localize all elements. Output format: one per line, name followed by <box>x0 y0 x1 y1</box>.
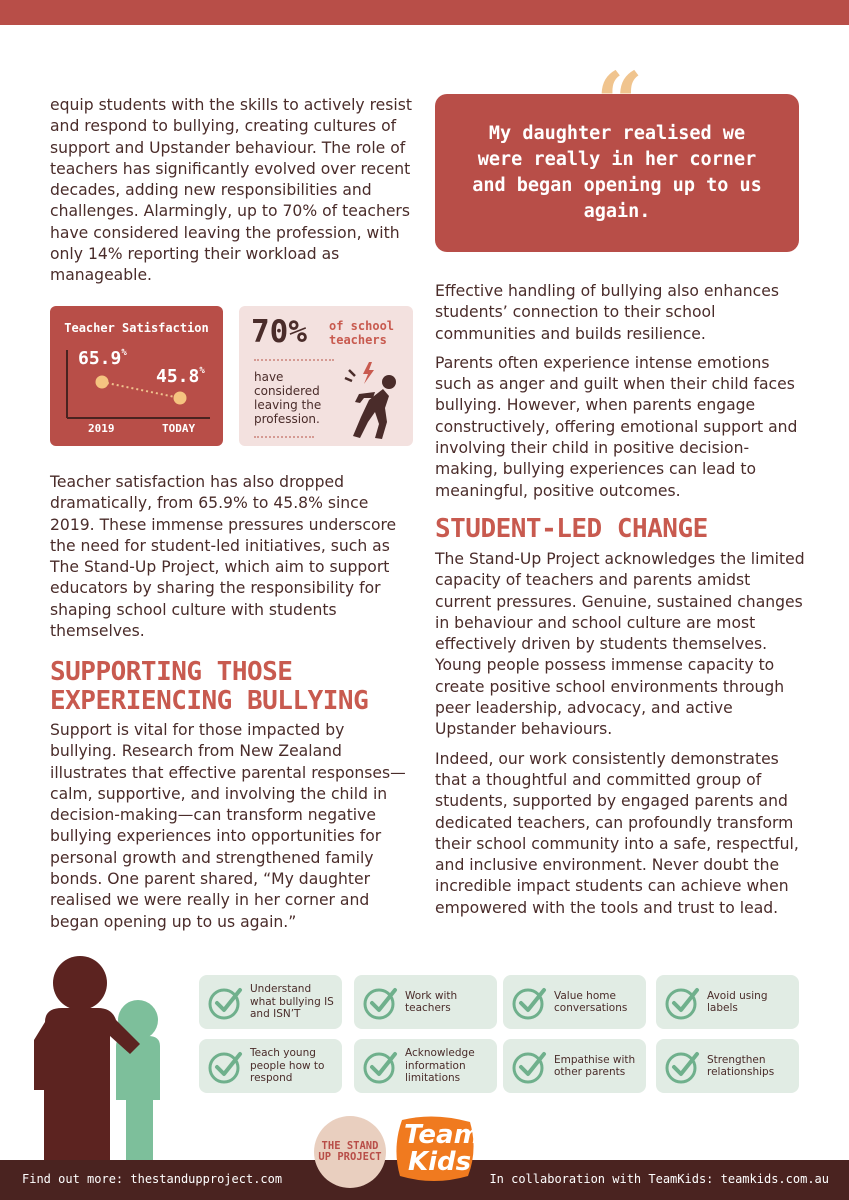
stat-70-percent: 70% <box>251 314 307 350</box>
check-circle-icon <box>511 1049 547 1085</box>
tip-work-with-teachers <box>354 975 497 1029</box>
teamkids-logo-line1: Team <box>404 1120 481 1150</box>
point-today <box>174 392 187 405</box>
connection-text: Effective handling of bullying also enhances students’ connection to their school communities and builds resilience. <box>435 282 779 343</box>
tip-value-home-conversations <box>503 975 646 1029</box>
standup-logo-text: THE STAND UP PROJECT <box>318 1140 382 1163</box>
tip-label: Teach young people how to respond <box>250 1047 325 1085</box>
pull-quote <box>435 94 799 252</box>
support-text: Support is vital for those impacted by bullying. Research from New Zealand illustrates that effective parental responses—calm, supportive, and involving the child in decision-making—can transform negative bullying experiences into opportunities for personal growth and strengthened family bonds. One parent shared, “My daughter realised we were really in her corner and began opening up to us again.” <box>50 721 406 931</box>
tip-label: Work with teachers <box>405 989 458 1014</box>
heading-supporting: SUPPORTING THOSE EXPERIENCING BULLYING <box>50 657 369 716</box>
top-accent-bar <box>0 0 849 25</box>
intro-paragraph <box>50 95 418 295</box>
tip-avoid-labels <box>656 975 799 1029</box>
check-circle-icon <box>207 1049 243 1085</box>
stat-description: have considered leaving the profession. <box>254 370 322 426</box>
tip-teach-how-to-respond <box>199 1039 342 1093</box>
tip-label: Avoid using labels <box>707 989 768 1014</box>
divider <box>254 436 314 438</box>
pull-quote-text: My daughter realised we were really in her corner and began opening up to us again. <box>472 123 762 222</box>
intro-text: equip students with the skills to actively resist and respond to bullying, creating cultures of support and Upstander behaviour. The role of teachers has significantly evolved over recent decades, adding new responsibilities and challenges. Alarmingly, up to 70% of teachers have considered leaving the profession, with only 14% reporting their workload as manageable. <box>50 96 412 285</box>
footer-link-teamkids[interactable]: In collaboration with TeamKids: teamkids.com.au <box>489 1172 829 1186</box>
satisfaction-text: Teacher satisfaction has also dropped dramatically, from 65.9% to 45.8% since 2019. These immense pressures underscore the need for student-led initiatives, such as The Stand-Up Project, which aim to support educators by sharing the responsibility for shaping school culture with students themselves. <box>50 473 397 641</box>
right-paragraphs <box>435 281 805 510</box>
stressed-person-icon <box>339 362 403 442</box>
tip-acknowledge-limitations <box>354 1039 497 1093</box>
student-led-paragraphs <box>435 549 805 927</box>
check-circle-icon <box>664 985 700 1021</box>
value-2019: 65.9% <box>78 348 127 369</box>
tip-empathise-parents <box>503 1039 646 1093</box>
label-today: TODAY <box>162 422 196 435</box>
check-circle-icon <box>207 985 243 1021</box>
tip-understand-bullying <box>199 975 342 1029</box>
footer-link-standup[interactable]: Find out more: thestandupproject.com <box>22 1172 283 1186</box>
tip-label: Value home conversations <box>554 989 628 1014</box>
check-circle-icon <box>362 985 398 1021</box>
tip-strengthen-relationships <box>656 1039 799 1093</box>
satisfaction-paragraph <box>50 472 410 650</box>
tip-label: Empathise with other parents <box>554 1053 636 1078</box>
label-2019: 2019 <box>88 422 115 435</box>
stat-label: of school teachers <box>329 319 395 347</box>
teamkids-logo <box>394 1116 481 1182</box>
tip-label: Strengthen relationships <box>707 1053 775 1078</box>
impact-text: Indeed, our work consistently demonstrates that a thoughtful and committed group of students, supported by engaged parents and dedicated teachers, can profoundly transform their school community into a safe, respectful, and inclusive environment. Never doubt the incredible impact students can achieve when empowered with the tools and trust to lead. <box>435 749 799 917</box>
value-today: 45.8% <box>156 366 205 387</box>
heading-student-led: STUDENT-LED CHANGE <box>435 514 708 544</box>
check-circle-icon <box>664 1049 700 1085</box>
point-2019 <box>96 376 109 389</box>
tip-label: Acknowledge information limitations <box>405 1047 475 1085</box>
check-circle-icon <box>511 985 547 1021</box>
support-paragraph <box>50 720 416 941</box>
divider <box>254 359 334 361</box>
check-circle-icon <box>362 1049 398 1085</box>
parent-child-illustration <box>0 950 190 1160</box>
student-led-text: The Stand-Up Project acknowledges the limited capacity of teachers and parents amidst current pressures. Genuine, sustained changes in behaviour and school culture are most effectively driven by students themselves. Young people possess immense capacity to create positive school environments through peer leadership, advocacy, and active Upstander behaviours. <box>435 550 805 739</box>
satisfaction-title: Teacher Satisfaction <box>64 321 209 335</box>
parents-text: Parents often experience intense emotions such as anger and guilt when their child faces bullying. However, when parents engage constructively, offering emotional support and involving their child in positive decision-making, bullying experiences can lead to meaningful, positive outcomes. <box>435 353 798 500</box>
teacher-satisfaction-card <box>50 306 223 446</box>
teamkids-logo-line2: Kids <box>408 1147 472 1177</box>
standup-project-logo <box>314 1116 386 1188</box>
teachers-leaving-card <box>239 306 413 446</box>
tip-label: Understand what bullying IS and ISN’T <box>250 983 334 1021</box>
